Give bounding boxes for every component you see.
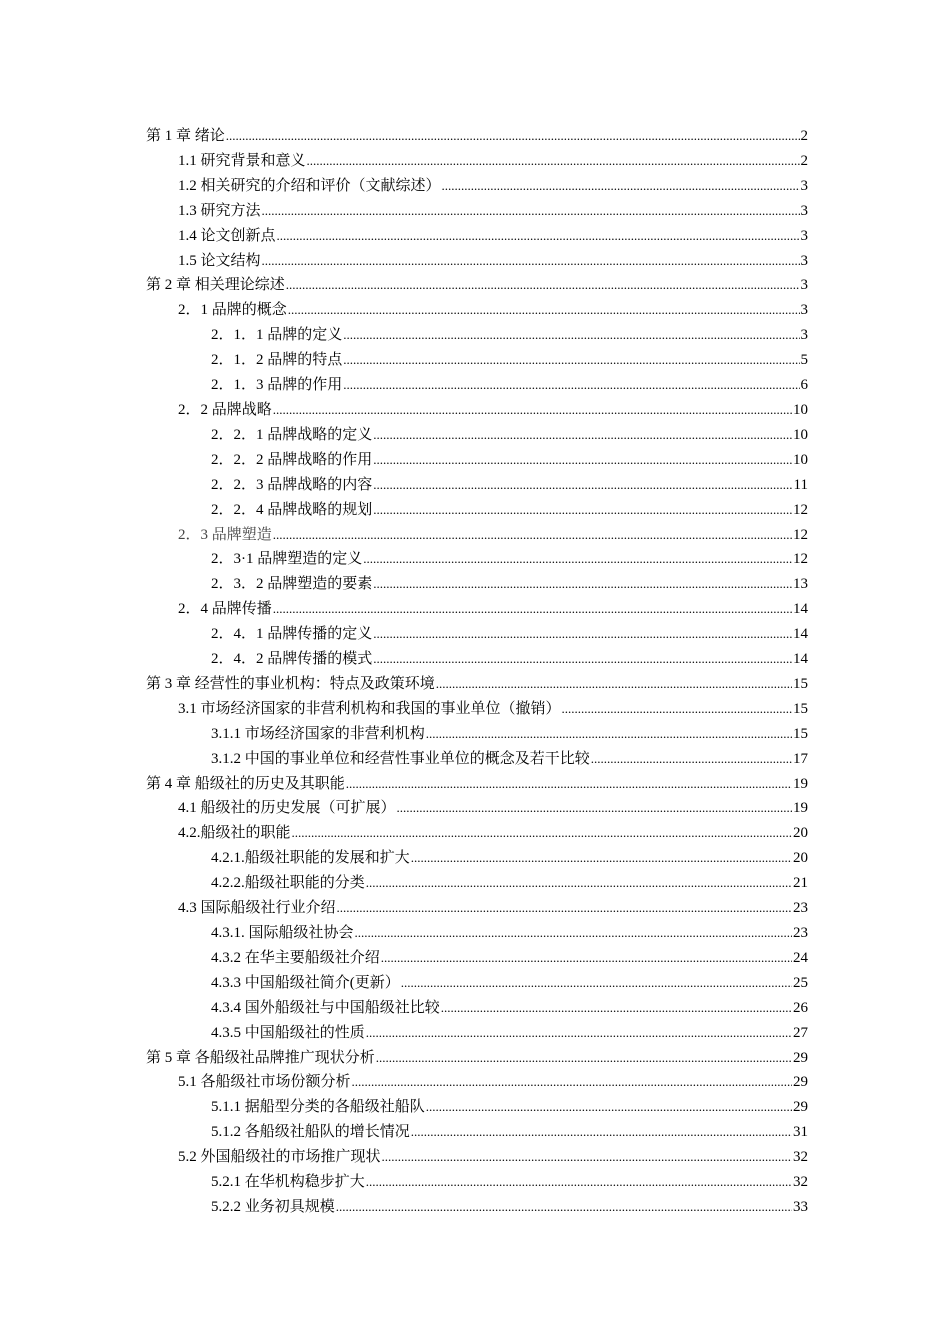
toc-page-number: 3	[800, 227, 808, 244]
toc-subsection-entry[interactable]	[146, 971, 808, 996]
dot-leader	[366, 871, 792, 896]
toc-page-number: 17	[793, 750, 808, 767]
toc-entry-title: 3.1.2 中国的事业单位和经营性事业单位的概念及若干比较	[211, 750, 590, 767]
toc-entry-title: 1.4 论文创新点	[178, 227, 276, 244]
toc-page-number: 10	[793, 401, 808, 418]
toc-page-number: 12	[793, 551, 808, 568]
toc-subsection-entry[interactable]	[146, 622, 808, 647]
dot-leader	[411, 1120, 792, 1145]
dot-leader	[343, 323, 799, 348]
toc-entry-title: 4.2.1.船级社职能的发展和扩大	[211, 850, 410, 867]
toc-entry-title: 2．2．2 品牌战略的作用	[211, 451, 373, 468]
toc-subsection-entry[interactable]	[146, 996, 808, 1021]
toc-page-number: 33	[793, 1198, 808, 1215]
dot-leader	[376, 1046, 792, 1071]
toc-section-entry[interactable]	[146, 523, 808, 548]
toc-subsection-entry[interactable]	[146, 1095, 808, 1120]
toc-page-number: 10	[793, 451, 808, 468]
toc-page-number: 20	[793, 825, 808, 842]
toc-entry-title: 5.1.2 各船级社船队的增长情况	[211, 1124, 410, 1141]
toc-entry-title: 2．1．3 品牌的作用	[211, 377, 343, 394]
toc-subsection-entry[interactable]	[146, 572, 808, 597]
table-of-contents	[146, 124, 808, 1220]
toc-section-entry[interactable]	[146, 896, 808, 921]
toc-page-number: 14	[793, 651, 808, 668]
toc-subsection-entry[interactable]	[146, 473, 808, 498]
dot-leader	[373, 647, 792, 672]
dot-leader	[286, 273, 800, 298]
toc-entry-title: 2．4．2 品牌传播的模式	[211, 651, 373, 668]
dot-leader	[441, 996, 792, 1021]
dot-leader	[262, 249, 800, 274]
toc-entry-title: 2．2．3 品牌战略的内容	[211, 476, 373, 493]
toc-subsection-entry[interactable]	[146, 448, 808, 473]
toc-subsection-entry[interactable]	[146, 348, 808, 373]
dot-leader	[411, 846, 792, 871]
dot-leader	[373, 498, 792, 523]
dot-leader	[401, 971, 792, 996]
toc-section-entry[interactable]	[146, 597, 808, 622]
toc-entry-title: 3.1.1 市场经济国家的非营利机构	[211, 725, 425, 742]
dot-leader	[352, 1070, 792, 1095]
dot-leader	[366, 1170, 792, 1195]
toc-entry-title: 2．1．1 品牌的定义	[211, 327, 343, 344]
dot-leader	[288, 298, 800, 323]
toc-page-number: 12	[793, 501, 808, 518]
toc-page-number: 14	[793, 626, 808, 643]
dot-leader	[262, 199, 800, 224]
toc-page-number: 3	[800, 202, 808, 219]
toc-chapter-entry[interactable]	[146, 772, 808, 797]
toc-entry-title: 1.2 相关研究的介绍和评价（文献综述）	[178, 177, 441, 194]
toc-page-number: 6	[800, 377, 808, 394]
toc-page-number: 2	[800, 152, 808, 169]
toc-chapter-entry[interactable]	[146, 124, 808, 149]
toc-chapter-entry[interactable]	[146, 672, 808, 697]
toc-entry-title: 1.3 研究方法	[178, 202, 261, 219]
toc-section-entry[interactable]	[146, 1145, 808, 1170]
toc-entry-title: 第 5 章 各船级社品牌推广现状分析	[146, 1049, 375, 1066]
toc-page-number: 10	[793, 426, 808, 443]
toc-subsection-entry[interactable]	[146, 1120, 808, 1145]
toc-page-number: 15	[793, 725, 808, 742]
dot-leader	[355, 921, 792, 946]
dot-leader	[336, 1195, 792, 1220]
toc-page-number: 32	[793, 1149, 808, 1166]
toc-entry-title: 4.3.1. 国际船级社协会	[211, 925, 354, 941]
dot-leader	[366, 1021, 792, 1046]
toc-section-entry[interactable]	[146, 821, 808, 846]
toc-entry-title: 4.3.3 中国船级社简介(更新）	[211, 974, 400, 991]
toc-page-number: 15	[793, 675, 808, 692]
toc-page-number: 15	[793, 700, 808, 717]
dot-leader	[381, 946, 792, 971]
toc-page-number: 5	[800, 352, 808, 369]
toc-section-entry[interactable]	[146, 224, 808, 249]
toc-subsection-entry[interactable]	[146, 846, 808, 871]
toc-page-number: 23	[793, 925, 808, 941]
toc-subsection-entry[interactable]	[146, 547, 808, 572]
dot-leader	[273, 597, 792, 622]
dot-leader	[562, 697, 792, 722]
dot-leader	[591, 747, 792, 772]
dot-leader	[337, 896, 792, 921]
toc-page-number: 21	[793, 875, 808, 892]
toc-page-number: 3	[800, 302, 808, 319]
toc-page-number: 26	[793, 999, 808, 1016]
dot-leader	[307, 149, 800, 174]
dot-leader	[373, 423, 792, 448]
toc-subsection-entry[interactable]	[146, 1170, 808, 1195]
toc-entry-title: 5.1 各船级社市场份额分析	[178, 1074, 351, 1091]
toc-page-number: 11	[793, 476, 808, 493]
toc-subsection-entry[interactable]	[146, 423, 808, 448]
toc-entry-title: 2．3·1 品牌塑造的定义	[211, 551, 363, 568]
toc-page-number: 3	[800, 277, 808, 294]
toc-subsection-entry[interactable]	[146, 323, 808, 348]
toc-entry-title: 4.1 船级社的历史发展（可扩展）	[178, 800, 396, 817]
dot-leader	[382, 1145, 792, 1170]
toc-section-entry[interactable]	[146, 199, 808, 224]
toc-entry-title: 1.1 研究背景和意义	[178, 152, 306, 169]
toc-entry-title: 第 4 章 船级社的历史及其职能	[146, 775, 345, 792]
toc-entry-title: 5.2 外国船级社的市场推广现状	[178, 1149, 381, 1166]
toc-section-entry[interactable]	[146, 149, 808, 174]
toc-page-number: 27	[793, 1024, 808, 1041]
toc-page-number: 20	[793, 850, 808, 867]
toc-entry-title: 4.3.4 国外船级社与中国船级社比较	[211, 999, 440, 1016]
dot-leader	[426, 1095, 792, 1120]
toc-entry-title: 5.2.1 在华机构稳步扩大	[211, 1174, 365, 1191]
toc-entry-title: 2．1 品牌的概念	[178, 302, 287, 319]
toc-subsection-entry[interactable]	[146, 946, 808, 971]
toc-subsection-entry[interactable]	[146, 498, 808, 523]
dot-leader	[442, 174, 800, 199]
toc-entry-title: 2．4 品牌传播	[178, 601, 272, 618]
toc-page-number: 12	[793, 526, 808, 543]
dot-leader	[363, 547, 792, 572]
dot-leader	[277, 224, 800, 249]
toc-page-number: 32	[793, 1174, 808, 1191]
toc-entry-title: 第 1 章 绪论	[146, 128, 225, 144]
dot-leader	[273, 523, 792, 548]
toc-entry-title: 3.1 市场经济国家的非营利机构和我国的事业单位（撤销）	[178, 700, 561, 717]
dot-leader	[373, 622, 792, 647]
dot-leader	[397, 796, 792, 821]
dot-leader	[436, 672, 792, 697]
toc-chapter-entry[interactable]	[146, 1046, 808, 1071]
toc-entry-title: 2．2．1 品牌战略的定义	[211, 426, 373, 443]
toc-subsection-entry[interactable]	[146, 1195, 808, 1220]
toc-section-entry[interactable]	[146, 249, 808, 274]
toc-page-number: 31	[793, 1124, 808, 1141]
dot-leader	[343, 373, 799, 398]
toc-entry-title: 5.2.2 业务初具规模	[211, 1198, 335, 1215]
toc-section-entry[interactable]	[146, 174, 808, 199]
toc-entry-title: 2．1．2 品牌的特点	[211, 352, 343, 369]
dot-leader	[343, 348, 799, 373]
dot-leader	[292, 821, 792, 846]
dot-leader	[273, 398, 792, 423]
toc-entry-title: 4.3.2 在华主要船级社介绍	[211, 949, 380, 966]
toc-page-number: 23	[793, 900, 808, 917]
dot-leader	[226, 124, 800, 149]
toc-entry-title: 2．2 品牌战略	[178, 401, 272, 418]
toc-page-number: 25	[793, 974, 808, 991]
toc-entry-title: 1.5 论文结构	[178, 252, 261, 269]
toc-page-number: 13	[793, 576, 808, 593]
toc-section-entry[interactable]	[146, 1070, 808, 1095]
toc-entry-title: 4.3.5 中国船级社的性质	[211, 1024, 365, 1041]
toc-page-number: 24	[793, 949, 808, 966]
toc-chapter-entry[interactable]	[146, 273, 808, 298]
dot-leader	[426, 722, 792, 747]
toc-entry-title: 第 3 章 经营性的事业机构：特点及政策环境	[146, 675, 435, 692]
toc-page-number: 3	[800, 177, 808, 194]
toc-page-number: 29	[793, 1099, 808, 1116]
toc-section-entry[interactable]	[146, 697, 808, 722]
dot-leader	[373, 572, 792, 597]
toc-entry-title: 4.2.船级社的职能	[178, 825, 291, 842]
toc-entry-title: 2．3．2 品牌塑造的要素	[211, 576, 373, 593]
toc-subsection-entry[interactable]	[146, 921, 808, 946]
toc-entry-title: 2．4．1 品牌传播的定义	[211, 626, 373, 643]
toc-entry-title: 5.1.1 据船型分类的各船级社船队	[211, 1099, 425, 1116]
dot-leader	[373, 448, 792, 473]
toc-section-entry[interactable]	[146, 398, 808, 423]
toc-entry-title: 2．3 品牌塑造	[178, 526, 272, 543]
toc-entry-title: 4.3 国际船级社行业介绍	[178, 900, 336, 917]
toc-entry-title: 2．2．4 品牌战略的规划	[211, 501, 373, 518]
toc-page-number: 3	[800, 252, 808, 269]
toc-subsection-entry[interactable]	[146, 373, 808, 398]
toc-page-number: 29	[793, 1074, 808, 1091]
toc-section-entry[interactable]	[146, 796, 808, 821]
toc-page-number: 2	[800, 128, 808, 144]
toc-page-number: 19	[793, 775, 808, 792]
dot-leader	[346, 772, 792, 797]
toc-page-number: 14	[793, 601, 808, 618]
dot-leader	[373, 473, 792, 498]
toc-subsection-entry[interactable]	[146, 1021, 808, 1046]
toc-page-number: 29	[793, 1049, 808, 1066]
toc-subsection-entry[interactable]	[146, 871, 808, 896]
toc-entry-title: 4.2.2.船级社职能的分类	[211, 875, 365, 892]
toc-subsection-entry[interactable]	[146, 747, 808, 772]
toc-subsection-entry[interactable]	[146, 647, 808, 672]
toc-section-entry[interactable]	[146, 298, 808, 323]
toc-page-number: 19	[793, 800, 808, 817]
toc-subsection-entry[interactable]	[146, 722, 808, 747]
toc-entry-title: 第 2 章 相关理论综述	[146, 277, 285, 294]
toc-page-number: 3	[800, 327, 808, 344]
